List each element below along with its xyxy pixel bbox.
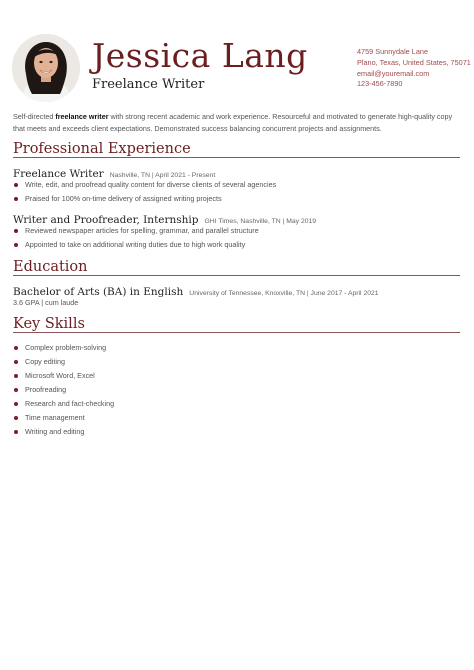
education-details: 3.6 GPA | cum laude — [13, 298, 79, 307]
list-item: Appointed to take on additional writing duties due to high work quality — [25, 240, 246, 249]
section-title-skills: Key Skills — [13, 316, 85, 332]
skill-item: Writing and editing — [25, 427, 85, 436]
experience-meta: GHI Times, Nashville, TN | May 2019 — [204, 218, 317, 225]
section-title-experience: Professional Experience — [13, 141, 191, 157]
education-degree: Bachelor of Arts (BA) in English — [13, 286, 184, 298]
candidate-name: Jessica Lang — [92, 36, 308, 75]
skill-item: Copy editing — [25, 357, 65, 366]
skill-item: Proofreading — [25, 385, 67, 394]
profile-photo — [12, 34, 80, 102]
section-divider — [13, 275, 460, 276]
summary-rest: with strong recent academic and work experience. Resourceful and motivated to generate high-quality copy that meets and exceeds client expectations. Demonstrated success balancing concurrent projects and assignments. — [13, 112, 453, 133]
section-divider — [13, 157, 460, 158]
resume-header — [12, 34, 471, 104]
contact-address: 4759 Sunnydale Lane — [357, 47, 429, 56]
experience-meta: Nashville, TN | April 2021 - Present — [109, 172, 216, 179]
skill-item: Research and fact-checking — [25, 399, 115, 408]
list-item: Praised for 100% on-time delivery of assigned writing projects — [25, 194, 222, 203]
list-item: Write, edit, and proofread quality content for diverse clients of several agencies — [25, 180, 277, 189]
experience-title: Freelance Writer — [13, 168, 104, 180]
skill-item: Time management — [25, 413, 85, 422]
profile-photo-image — [12, 34, 80, 102]
section-divider — [13, 332, 460, 333]
contact-city: Plano, Texas, United States, 75071 — [357, 57, 471, 67]
contact-phone[interactable]: 123-456-7890 — [357, 79, 403, 89]
list-item: Reviewed newspaper articles for spelling, grammar, and parallel structure — [25, 226, 259, 235]
contact-email[interactable]: email@youremail.com — [357, 68, 430, 78]
summary-prefix: Self-directed — [13, 112, 56, 121]
skill-item: Microsoft Word, Excel — [25, 371, 95, 380]
section-title-education: Education — [13, 259, 88, 275]
summary-bold: freelance writer — [55, 112, 109, 121]
summary-paragraph — [13, 111, 463, 134]
education-meta: University of Tennessee, Knoxville, TN | June 2017 - April 2021 — [189, 290, 379, 297]
skill-item: Complex problem-solving — [25, 343, 107, 352]
contact-block — [357, 47, 471, 90]
candidate-job-title: Freelance Writer — [92, 77, 205, 92]
experience-title: Writer and Proofreader, Internship — [13, 214, 199, 226]
